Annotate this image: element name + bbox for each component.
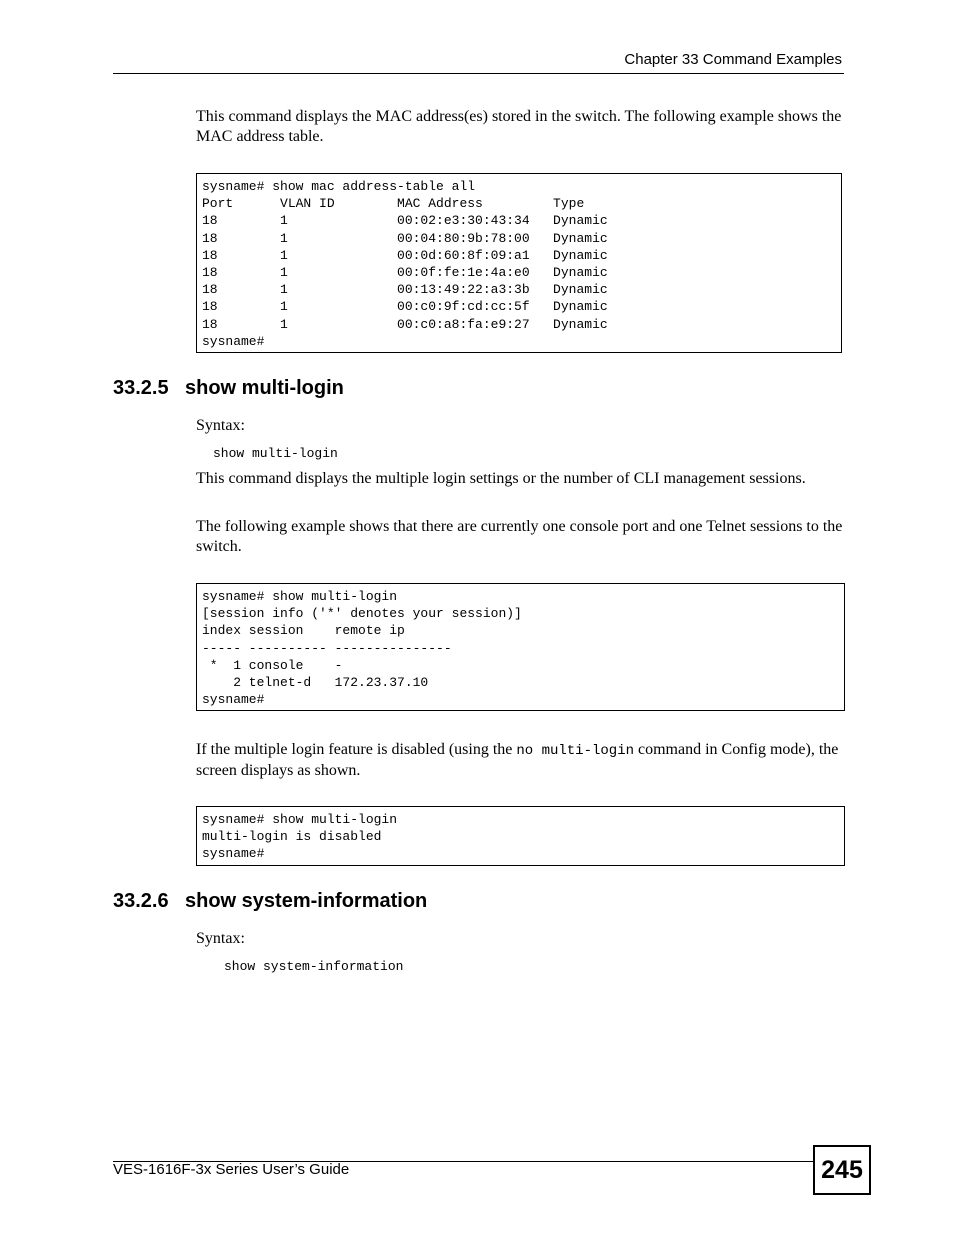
section-heading-multi-login <box>113 377 344 400</box>
disabled-text-after: command in Config mode), the screen displays as shown. <box>196 741 839 779</box>
guide-title: VES-1616F-3x Series User’s Guide <box>113 1161 350 1178</box>
mac-table-example <box>196 173 842 353</box>
multi-login-example <box>196 583 845 711</box>
multi-login-code: sysname# show multi-login [session info ('*' denotes your session)] index session remote ip ----- ---------- --------------- * 1 console - 2 telnet-d 172.23.37.10 sysname# <box>202 589 522 708</box>
disabled-text-before: If the multiple login feature is disabled (using the <box>196 741 517 758</box>
syntax-label: Syntax: <box>196 930 245 947</box>
section-title: show multi-login <box>185 377 344 399</box>
chapter-header: Chapter 33 Command Examples <box>624 51 842 68</box>
page-number: 245 <box>813 1145 871 1195</box>
section-heading-system-information <box>113 890 427 913</box>
section-title: show system-information <box>185 890 428 912</box>
multi-login-description: This command displays the multiple login settings or the number of CLI management sessions. <box>196 470 806 487</box>
multi-login-disabled-example <box>196 806 845 866</box>
multi-login-disabled-code: sysname# show multi-login multi-login is disabled sysname# <box>202 812 398 862</box>
multi-login-example-intro: The following example shows that there are currently one console port and one Telnet sessions to the switch. <box>196 518 843 555</box>
section-number: 33.2.6 <box>113 890 169 912</box>
mac-table-code: sysname# show mac address-table all Port VLAN ID MAC Address Type 18 1 00:02:e3:30:43:34 Dynamic 18 1 00:04:80:9b:78:00 Dynamic 18 1 00:0d:60:8f:09:a1 Dynamic 18 1 00:0f:fe:1e:4a:e0 Dynamic 18 1 00:13:49:22:a3:3b Dynamic 18 1 00:c0:9f:cd:cc:5f Dynamic 18 1 00:c0:a8:fa:e9:27 Dynamic sysname# <box>202 179 608 349</box>
header-rule <box>113 73 844 74</box>
syntax-command: show multi-login <box>213 446 338 461</box>
syntax-label: Syntax: <box>196 417 245 434</box>
section-number: 33.2.5 <box>113 377 169 399</box>
multi-login-disabled-paragraph <box>196 740 846 781</box>
intro-paragraph: This command displays the MAC address(es) stored in the switch. The following example shows the MAC address table. <box>196 108 842 145</box>
inline-command: no multi-login <box>516 743 634 759</box>
syntax-command: show system-information <box>224 959 404 974</box>
